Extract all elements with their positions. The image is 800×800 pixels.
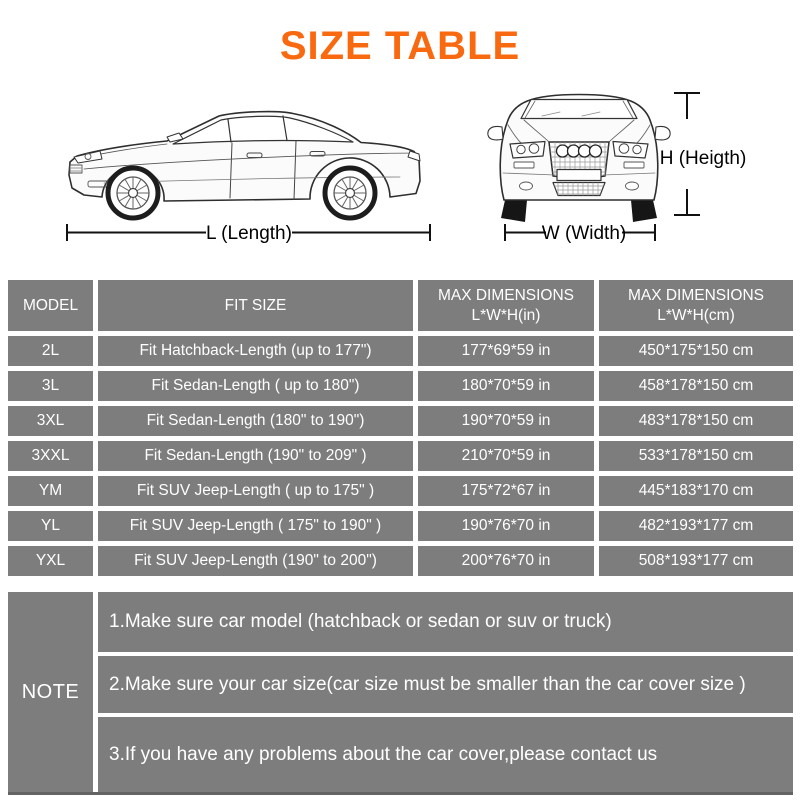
table-cell-fit-size: Fit SUV Jeep-Length (190" to 200") (98, 546, 413, 576)
table-cell-model: YM (8, 476, 93, 506)
table-cell-dim-cm: 482*193*177 cm (599, 511, 793, 541)
table-cell-model: 3L (8, 371, 93, 401)
note-section (8, 592, 793, 795)
table-cell-dim-cm: 508*193*177 cm (599, 546, 793, 576)
side-car-rear-wheel (325, 168, 375, 218)
front-car-illustration (488, 95, 670, 223)
table-cell-fit-size: Fit SUV Jeep-Length ( 175" to 190" ) (98, 511, 413, 541)
table-cell-fit-size: Fit Hatchback-Length (up to 177") (98, 336, 413, 366)
size-table (8, 280, 793, 576)
column-header-max-dimensions-cm: MAX DIMENSIONS L*W*H(cm) (599, 280, 793, 331)
page-title: SIZE TABLE (279, 24, 521, 68)
table-cell-fit-size: Fit Sedan-Length (180" to 190") (98, 406, 413, 436)
table-cell-dim-cm: 458*178*150 cm (599, 371, 793, 401)
table-cell-model: 3XL (8, 406, 93, 436)
table-cell-dim-cm: 445*183*170 cm (599, 476, 793, 506)
height-dimension-line (660, 93, 747, 215)
column-header-model: MODEL (8, 280, 93, 331)
side-car-front-wheel (108, 168, 158, 218)
note-item-3: 3.If you have any problems about the car cover,please contact us (98, 717, 793, 792)
length-dimension-line (67, 223, 430, 244)
column-header-max-dimensions-in: MAX DIMENSIONS L*W*H(in) (418, 280, 594, 331)
note-label: NOTE (8, 592, 93, 792)
table-cell-dim-cm: 533*178*150 cm (599, 441, 793, 471)
table-cell-dim-cm: 450*175*150 cm (599, 336, 793, 366)
column-header-fit-size: FIT SIZE (98, 280, 413, 331)
table-cell-dim-in: 210*70*59 in (418, 441, 594, 471)
table-cell-dim-in: 190*70*59 in (418, 406, 594, 436)
table-cell-dim-in: 175*72*67 in (418, 476, 594, 506)
table-cell-fit-size: Fit Sedan-Length ( up to 180") (98, 371, 413, 401)
table-cell-model: YL (8, 511, 93, 541)
note-item-1: 1.Make sure car model (hatchback or sedan or suv or truck) (98, 592, 793, 652)
table-cell-dim-in: 200*76*70 in (418, 546, 594, 576)
width-label: W (Width) (541, 223, 627, 244)
table-cell-model: 3XXL (8, 441, 93, 471)
table-cell-dim-cm: 483*178*150 cm (599, 406, 793, 436)
table-cell-fit-size: Fit SUV Jeep-Length ( up to 175" ) (98, 476, 413, 506)
table-cell-dim-in: 190*76*70 in (418, 511, 594, 541)
table-cell-model: 2L (8, 336, 93, 366)
table-cell-dim-in: 177*69*59 in (418, 336, 594, 366)
width-dimension-line (505, 223, 655, 244)
table-cell-dim-in: 180*70*59 in (418, 371, 594, 401)
side-car-illustration (69, 112, 420, 218)
height-label: H (Heigth) (659, 148, 747, 169)
note-item-2: 2.Make sure your car size(car size must be smaller than the car cover size ) (98, 656, 793, 713)
car-dimension-diagram (40, 85, 800, 270)
table-cell-model: YXL (8, 546, 93, 576)
length-label: L (Length) (206, 223, 292, 244)
table-cell-fit-size: Fit Sedan-Length (190" to 209" ) (98, 441, 413, 471)
